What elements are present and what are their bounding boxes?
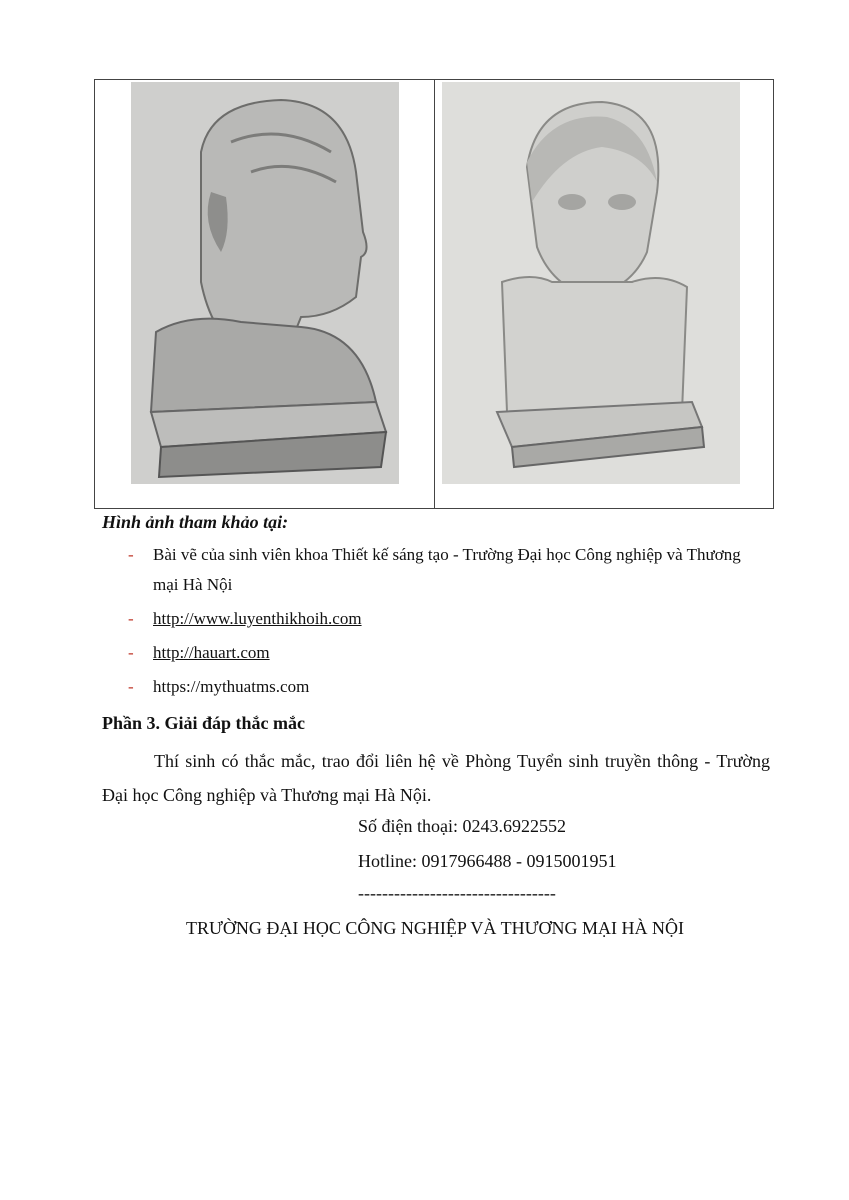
bullet-dash: -: [128, 643, 134, 662]
source-list: [128, 540, 768, 706]
image-cell-left: [95, 80, 435, 508]
image-caption: Hình ảnh tham khảo tại:: [102, 512, 289, 532]
phone-number: Số điện thoại: 0243.6922552: [358, 816, 566, 836]
bullet-dash: -: [128, 545, 134, 564]
bust-drawing-male-profile: [131, 82, 399, 484]
reference-image-table: [94, 79, 774, 509]
bullet-dash: -: [128, 609, 134, 628]
source-text: Bài vẽ của sinh viên khoa Thiết kế sáng tạo - Trường Đại học Công nghiệp và Thương mại Hà Nội: [153, 545, 741, 594]
section-title: Phần 3. Giải đáp thắc mắc: [102, 713, 306, 733]
divider-line: ---------------------------------: [358, 883, 556, 903]
bullet-dash: -: [128, 677, 134, 696]
school-name: TRƯỜNG ĐẠI HỌC CÔNG NGHIỆP VÀ THƯƠNG MẠI HÀ NỘI: [185, 918, 685, 938]
list-item: [128, 540, 768, 600]
list-item: [128, 638, 768, 668]
image-cell-right: [435, 80, 773, 508]
contact-paragraph: Thí sinh có thắc mắc, trao đổi liên hệ về Phòng Tuyển sinh truyền thông - Trường Đại học Công nghiệp và Thương mại Hà Nội.: [102, 751, 770, 805]
list-item: [128, 672, 768, 702]
source-link[interactable]: http://hauart.com: [153, 643, 270, 662]
list-item: [128, 604, 768, 634]
hotline-number: Hotline: 0917966488 - 0915001951: [358, 851, 617, 871]
bust-drawing-female-front: [442, 82, 740, 484]
source-link[interactable]: http://www.luyenthikhoih.com: [153, 609, 362, 628]
source-text: https://mythuatms.com: [153, 677, 310, 696]
